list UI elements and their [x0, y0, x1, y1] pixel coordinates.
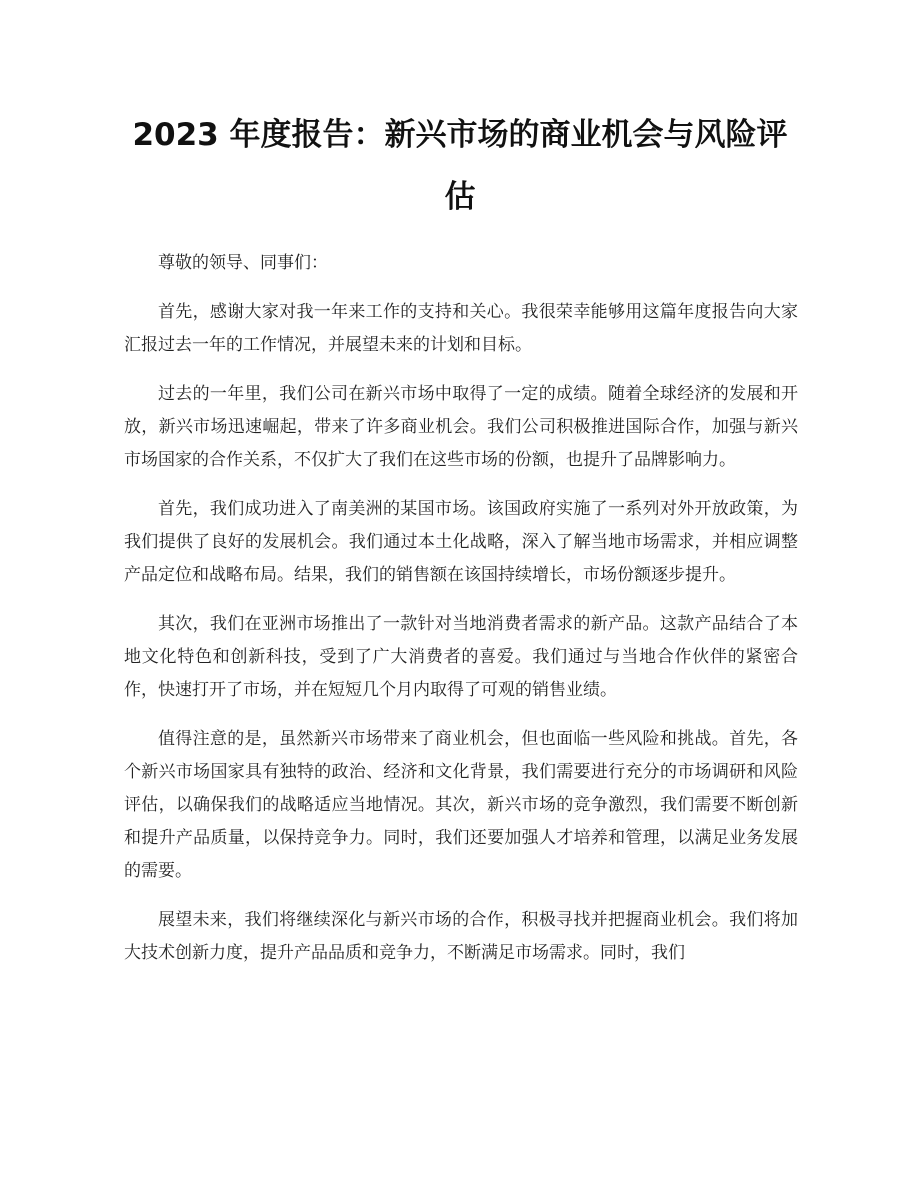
paragraph: 其次，我们在亚洲市场推出了一款针对当地消费者需求的新产品。这款产品结合了本地文化特色和创新科技，受到了广大消费者的喜爱。我们通过与当地合作伙伴的紧密合作，快速打开了市场，并在短短几个月内取得了可观的销售业绩。 [124, 614, 798, 700]
paragraph: 值得注意的是，虽然新兴市场带来了商业机会，但也面临一些风险和挑战。首先，各个新兴市场国家具有独特的政治、经济和文化背景，我们需要进行充分的市场调研和风险评估，以确保我们的战略适应当地情况。其次，新兴市场的竞争激烈，我们需要不断创新和提升产品质量，以保持竞争力。同时，我们还要加强人才培养和管理，以满足业务发展的需要。 [124, 729, 798, 881]
salutation: 尊敬的领导、同事们： [158, 253, 328, 273]
paragraph: 展望未来，我们将继续深化与新兴市场的合作，积极寻找并把握商业机会。我们将加大技术创新力度，提升产品品质和竞争力，不断满足市场需求。同时，我们 [124, 910, 798, 963]
paragraph: 首先，我们成功进入了南美洲的某国市场。该国政府实施了一系列对外开放政策，为我们提供了良好的发展机会。我们通过本土化战略，深入了解当地市场需求，并相应调整产品定位和战略布局。结果，我们的销售额在该国持续增长，市场份额逐步提升。 [124, 499, 798, 585]
document-body [124, 247, 798, 986]
paragraph: 首先，感谢大家对我一年来工作的支持和关心。我很荣幸能够用这篇年度报告向大家汇报过去一年的工作情况，并展望未来的计划和目标。 [124, 302, 798, 355]
document-title: 2023 年度报告：新兴市场的商业机会与风险评估 [132, 117, 788, 215]
paragraph: 过去的一年里，我们公司在新兴市场中取得了一定的成绩。随着全球经济的发展和开放，新兴市场迅速崛起，带来了许多商业机会。我们公司积极推进国际合作，加强与新兴市场国家的合作关系，不仅扩大了我们在这些市场的份额，也提升了品牌影响力。 [124, 384, 798, 470]
